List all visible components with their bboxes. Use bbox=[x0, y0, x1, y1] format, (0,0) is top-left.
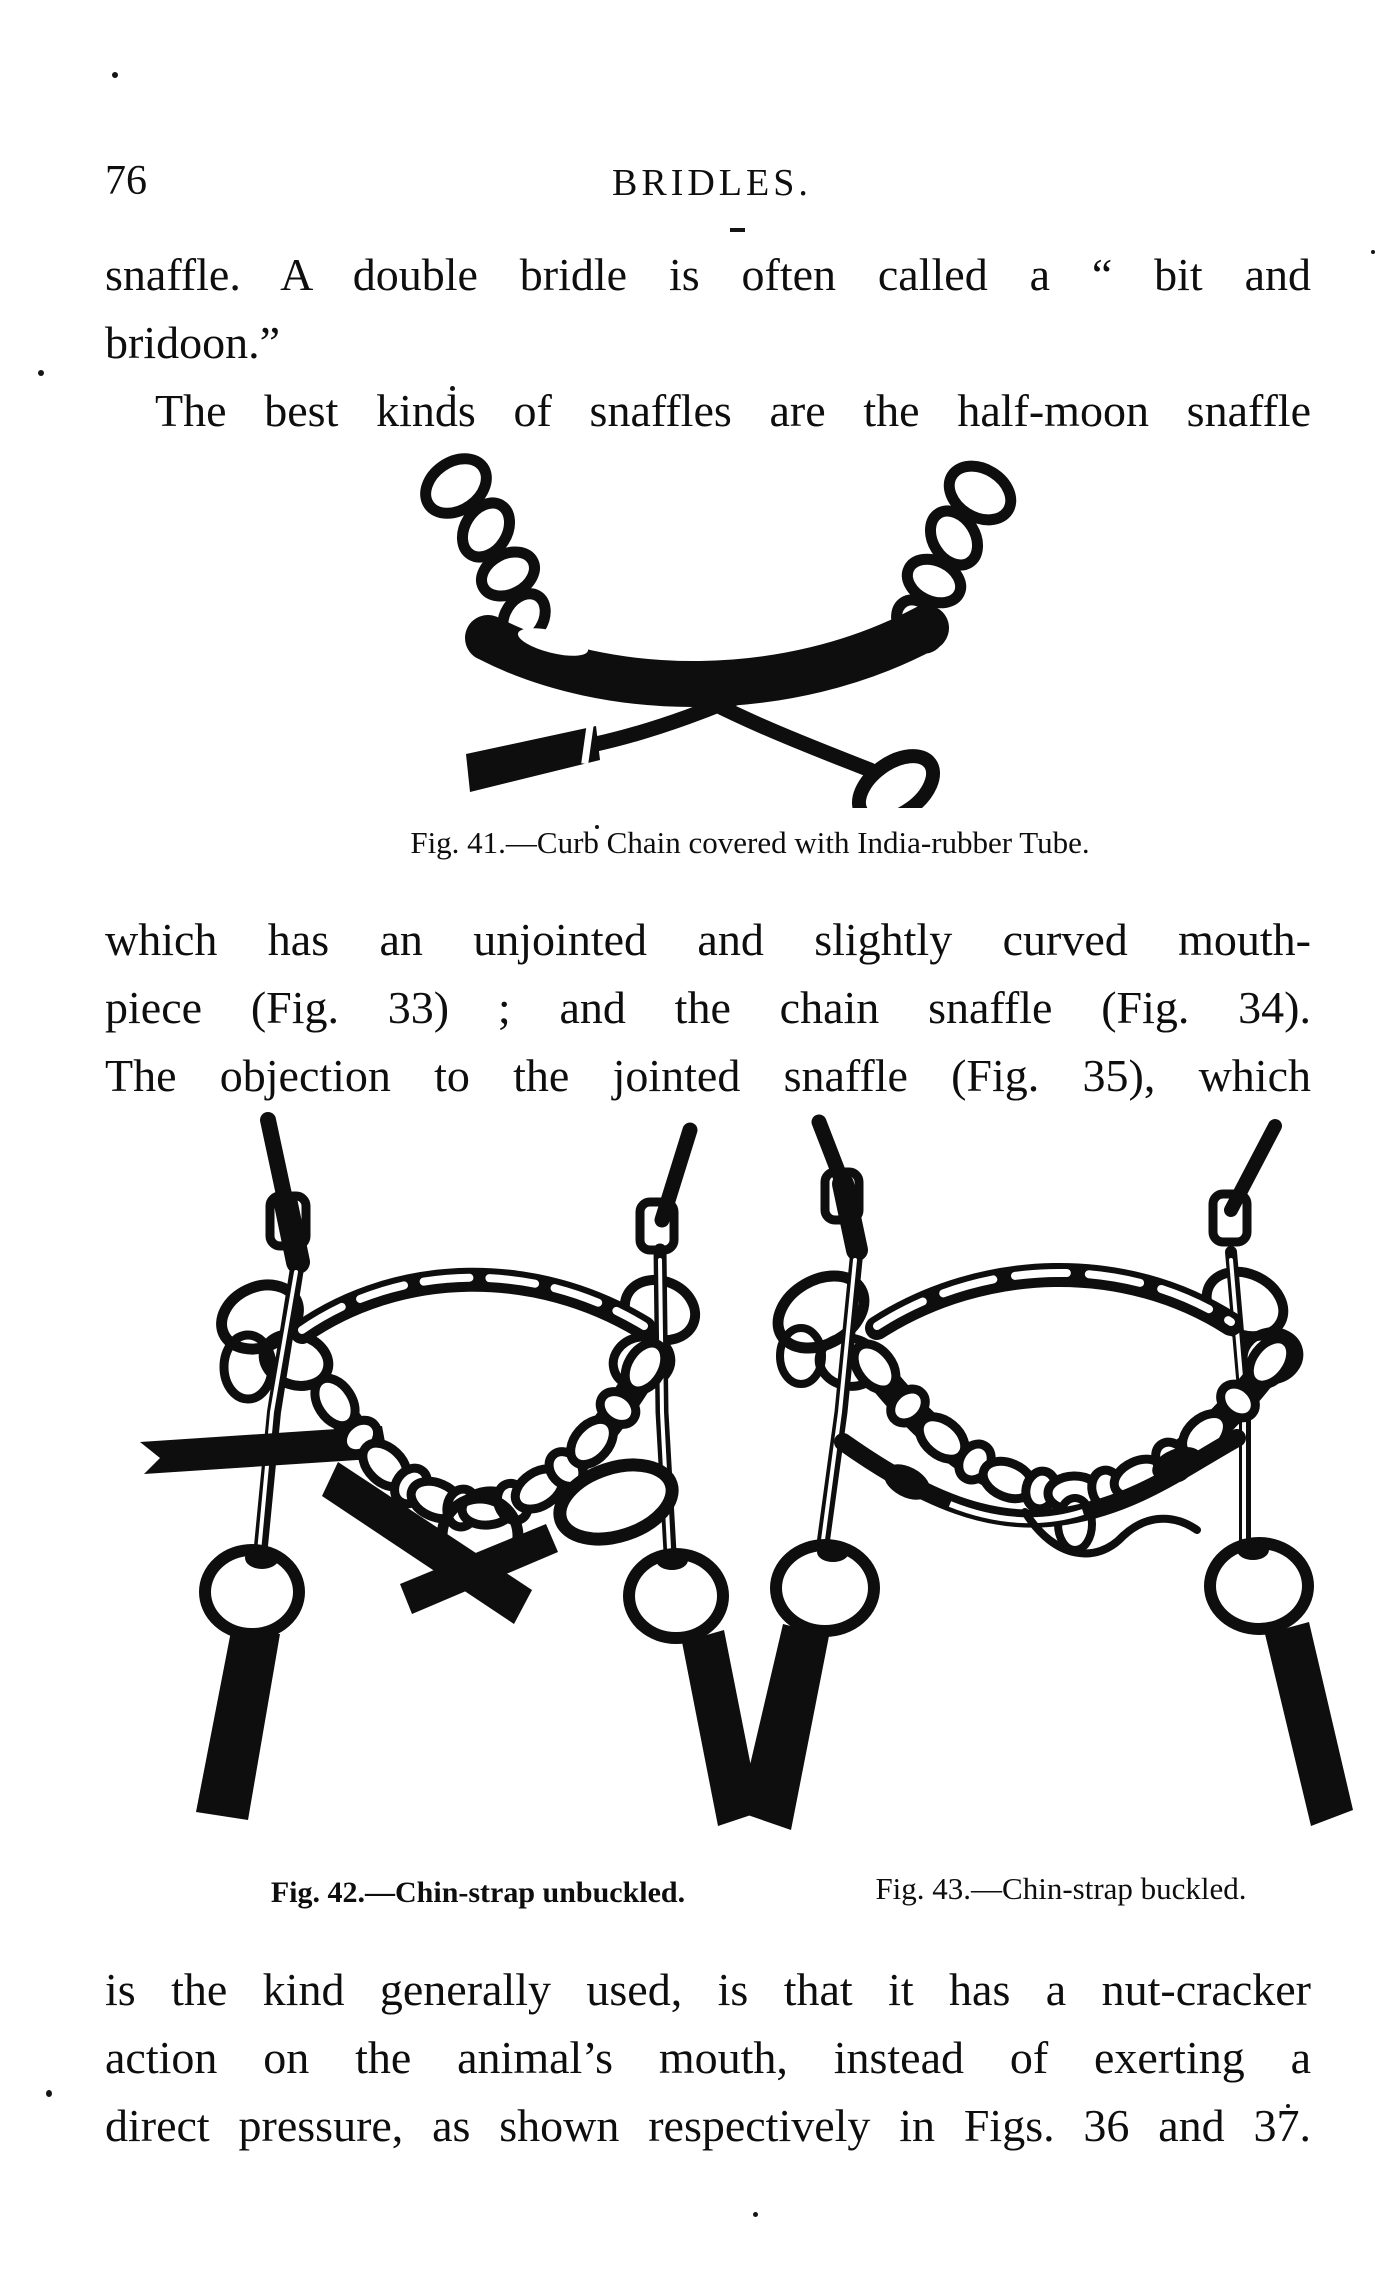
paragraph-line: piece (Fig. 33) ; and the chain snaffle (Fig. 34). bbox=[105, 982, 1311, 1033]
paragraph-line: direct pressure, as shown respectively in Figs. 36 and 37. bbox=[105, 2100, 1311, 2151]
paragraph-line: action on the animal’s mouth, instead of exerting a bbox=[105, 2032, 1311, 2083]
paragraph-line: The objection to the jointed snaffle (Fig. 35), which bbox=[105, 1050, 1311, 1101]
rein-left bbox=[739, 1624, 829, 1830]
scan-artifact bbox=[1371, 250, 1375, 254]
rein-left bbox=[196, 1626, 280, 1820]
paragraph-line: snaffle. A double bridle is often called a “ bit and bbox=[105, 249, 1311, 300]
scan-artifact bbox=[112, 72, 118, 78]
rein-right bbox=[1265, 1622, 1353, 1826]
billet-strap bbox=[466, 726, 600, 792]
paragraph-line: bridoon.” bbox=[105, 317, 281, 368]
scan-artifact bbox=[730, 228, 745, 232]
paragraph-line: The best kinds of snaffles are the half-moon snaffle bbox=[155, 385, 1311, 436]
figure-41-caption: Fig. 41.—Curb Chain covered with India-rubber Tube. bbox=[410, 825, 1090, 860]
figure-42-bridle-drawing bbox=[100, 1112, 760, 1867]
scan-artifact bbox=[46, 2090, 52, 2097]
buckle-right bbox=[640, 1202, 674, 1250]
figure-41-curb-chain-drawing bbox=[368, 438, 1048, 808]
page-number: 76 bbox=[105, 158, 147, 204]
figure-43-bridle-drawing bbox=[725, 1112, 1365, 1867]
running-header: BRIDLES. bbox=[612, 162, 812, 204]
noseband bbox=[877, 1275, 1231, 1328]
paragraph-line: is the kind generally used, is that it has a nut-cracker bbox=[105, 1964, 1311, 2015]
strap-loop bbox=[847, 743, 944, 808]
cheek-strap-left bbox=[260, 1262, 298, 1556]
scan-artifact bbox=[753, 2212, 758, 2217]
figure-43-caption: Fig. 43.—Chin-strap buckled. bbox=[875, 1871, 1247, 1906]
scan-artifact bbox=[38, 370, 44, 376]
noseband bbox=[302, 1280, 644, 1332]
crown-strap-left bbox=[268, 1120, 286, 1204]
figure-42-caption: Fig. 42.—Chin-strap unbuckled. bbox=[270, 1876, 686, 1909]
paragraph-line: which has an unjointed and slightly curved mouth- bbox=[105, 914, 1311, 965]
